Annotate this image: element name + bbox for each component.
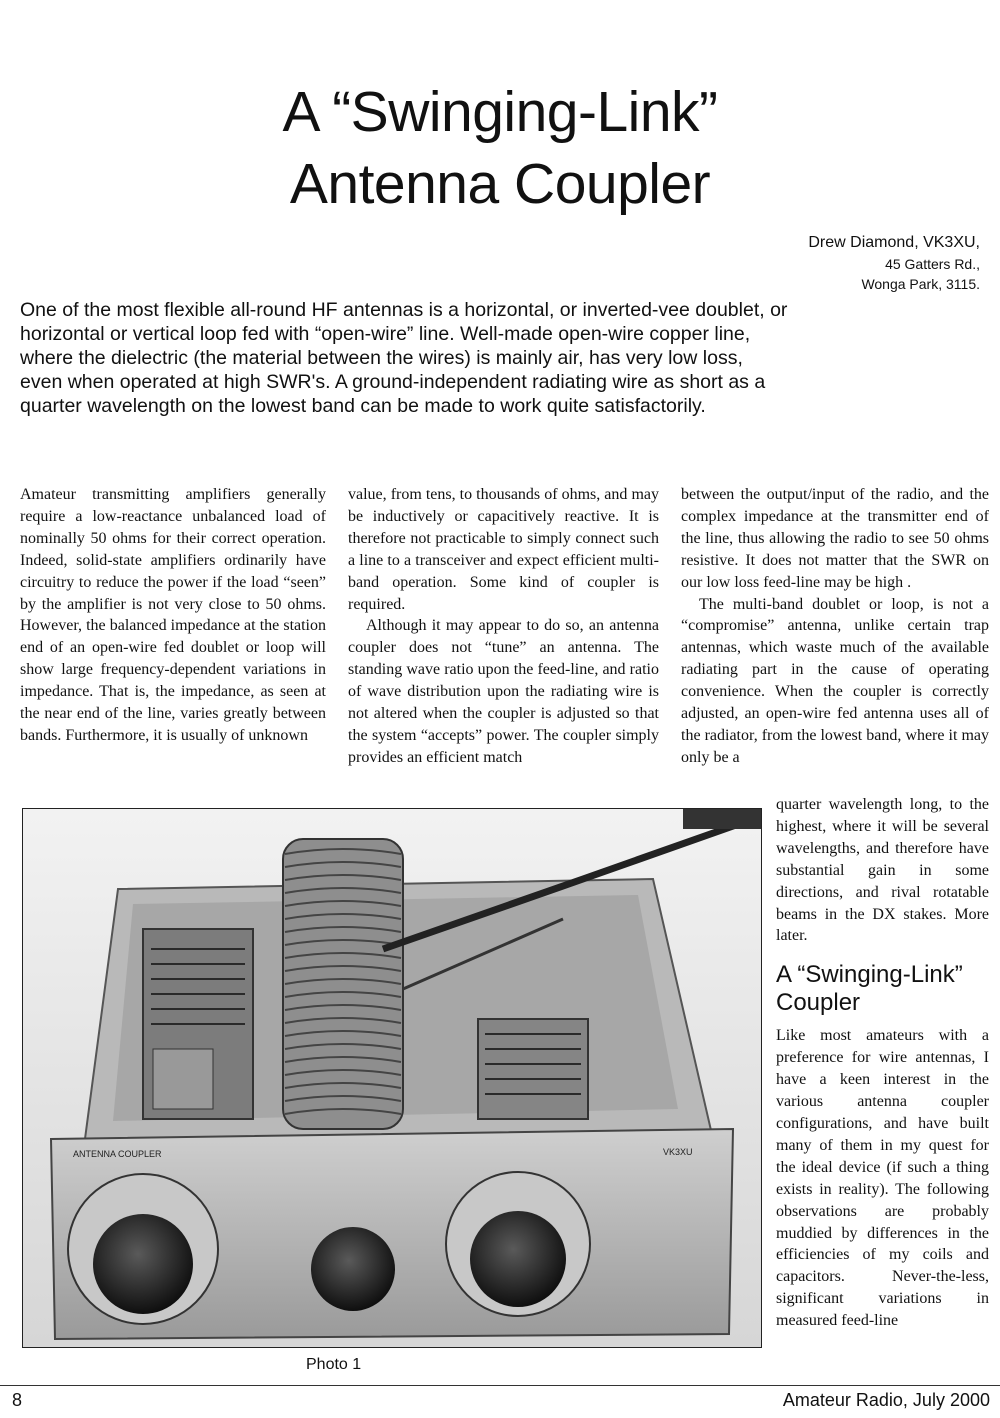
body-column-1 <box>20 484 326 747</box>
body-column-3-lower <box>776 794 989 1332</box>
author-block <box>808 232 980 294</box>
col3-paragraph-2-continued: quarter wavelength long, to the highest, where it will be several wavelengths, and therefore have substantial gain in some directions, and rival rotatable beams in the DX stakes. More later. <box>776 796 989 945</box>
photo-1 <box>22 808 762 1348</box>
col3-paragraph-3: Like most amateurs with a preference for wire antennas, I have a keen interest in the various antenna coupler configurations, and have built many of them in my quest for the ideal device (if such a thing exists in reality). The following observations are probably muddied by differences in the efficiencies of my coils and capacitors. Never-the-less, significant variations in measured feed-line <box>776 1027 989 1330</box>
panel-label-right: VK3XU <box>663 1147 693 1157</box>
coupler-photo-illustration <box>23 809 761 1347</box>
article-title-line-2: Antenna Coupler <box>289 152 711 216</box>
col1-paragraph-1: Amateur transmitting amplifiers generally require a low-reactance unbalanced load of nominally 50 ohms for their correct operation. Indeed, solid-state amplifiers ordinarily have circuitry to reduce the power if the load “seen” by the amplifier is not very close to 50 ohms. However, the balanced impedance at the station end of an open-wire fed doublet or loop will show large frequency-dependent variations in impedance. That is, the impedance, as seen at the near end of the line, varies greatly between bands. Furthermore, it is usually of unknown <box>20 486 326 744</box>
section-subhead: A “Swinging-Link” Coupler <box>776 961 963 1017</box>
body-column-2 <box>348 484 659 769</box>
author-town: Wonga Park, 3115. <box>861 276 980 292</box>
intro-paragraph: One of the most flexible all-round HF antennas is a horizontal, or inverted-vee doublet, or horizontal or vertical loop fed with “open-wire” line. Well-made open-wire copper line, where the dielectric (the material between the wires) is mainly air, has very low loss, even when operated at high SWR's. A ground-independent radiating wire as short as a quarter wavelength on the lowest band can be made to work quite satisfactorily. <box>20 299 788 417</box>
footer-rule <box>0 1385 1000 1386</box>
col3-paragraph-2: The multi-band doublet or loop, is not a “compromise” antenna, unlike certain trap antennas, which waste much of the available radiating part in the cause of operating convenience. When the coupler is correctly adjusted, an open-wire fed antenna uses all of the radiator, from the lowest band, where it may only be a <box>681 595 989 766</box>
col2-paragraph-2: Although it may appear to do so, an antenna coupler does not “tune” an antenna. The standing wave ratio upon the feed-line, and ratio of wave distribution upon the radiating wire is not altered when the coupler is adjusted so that the system “accepts” power. The coupler simply provides an efficient match <box>348 617 659 766</box>
page-number: 8 <box>12 1390 23 1410</box>
col2-paragraph-1: value, from tens, to thousands of ohms, and may be inductively or capacitively reactive. It is therefore not practicable to simply connect such a line to a transceiver and expect efficient multi-band operation. Some kind of coupler is required. <box>348 486 659 613</box>
publication-footer: Amateur Radio, July 2000 <box>782 1390 990 1410</box>
panel-label-left: ANTENNA COUPLER <box>73 1149 162 1159</box>
col3-paragraph-1: between the output/input of the radio, and the complex impedance at the transmitter end of the line, thus allowing the radio to see 50 ohms resistive. It does not matter that the SWR on our low loss feed-line may be high . <box>681 486 989 591</box>
author-street: 45 Gatters Rd., <box>885 256 980 272</box>
body-column-3 <box>681 484 989 769</box>
article-title-line-1: A “Swinging-Link” <box>282 80 718 144</box>
photo-caption: Photo 1 <box>306 1356 362 1373</box>
author-name: Drew Diamond, VK3XU, <box>808 234 980 251</box>
